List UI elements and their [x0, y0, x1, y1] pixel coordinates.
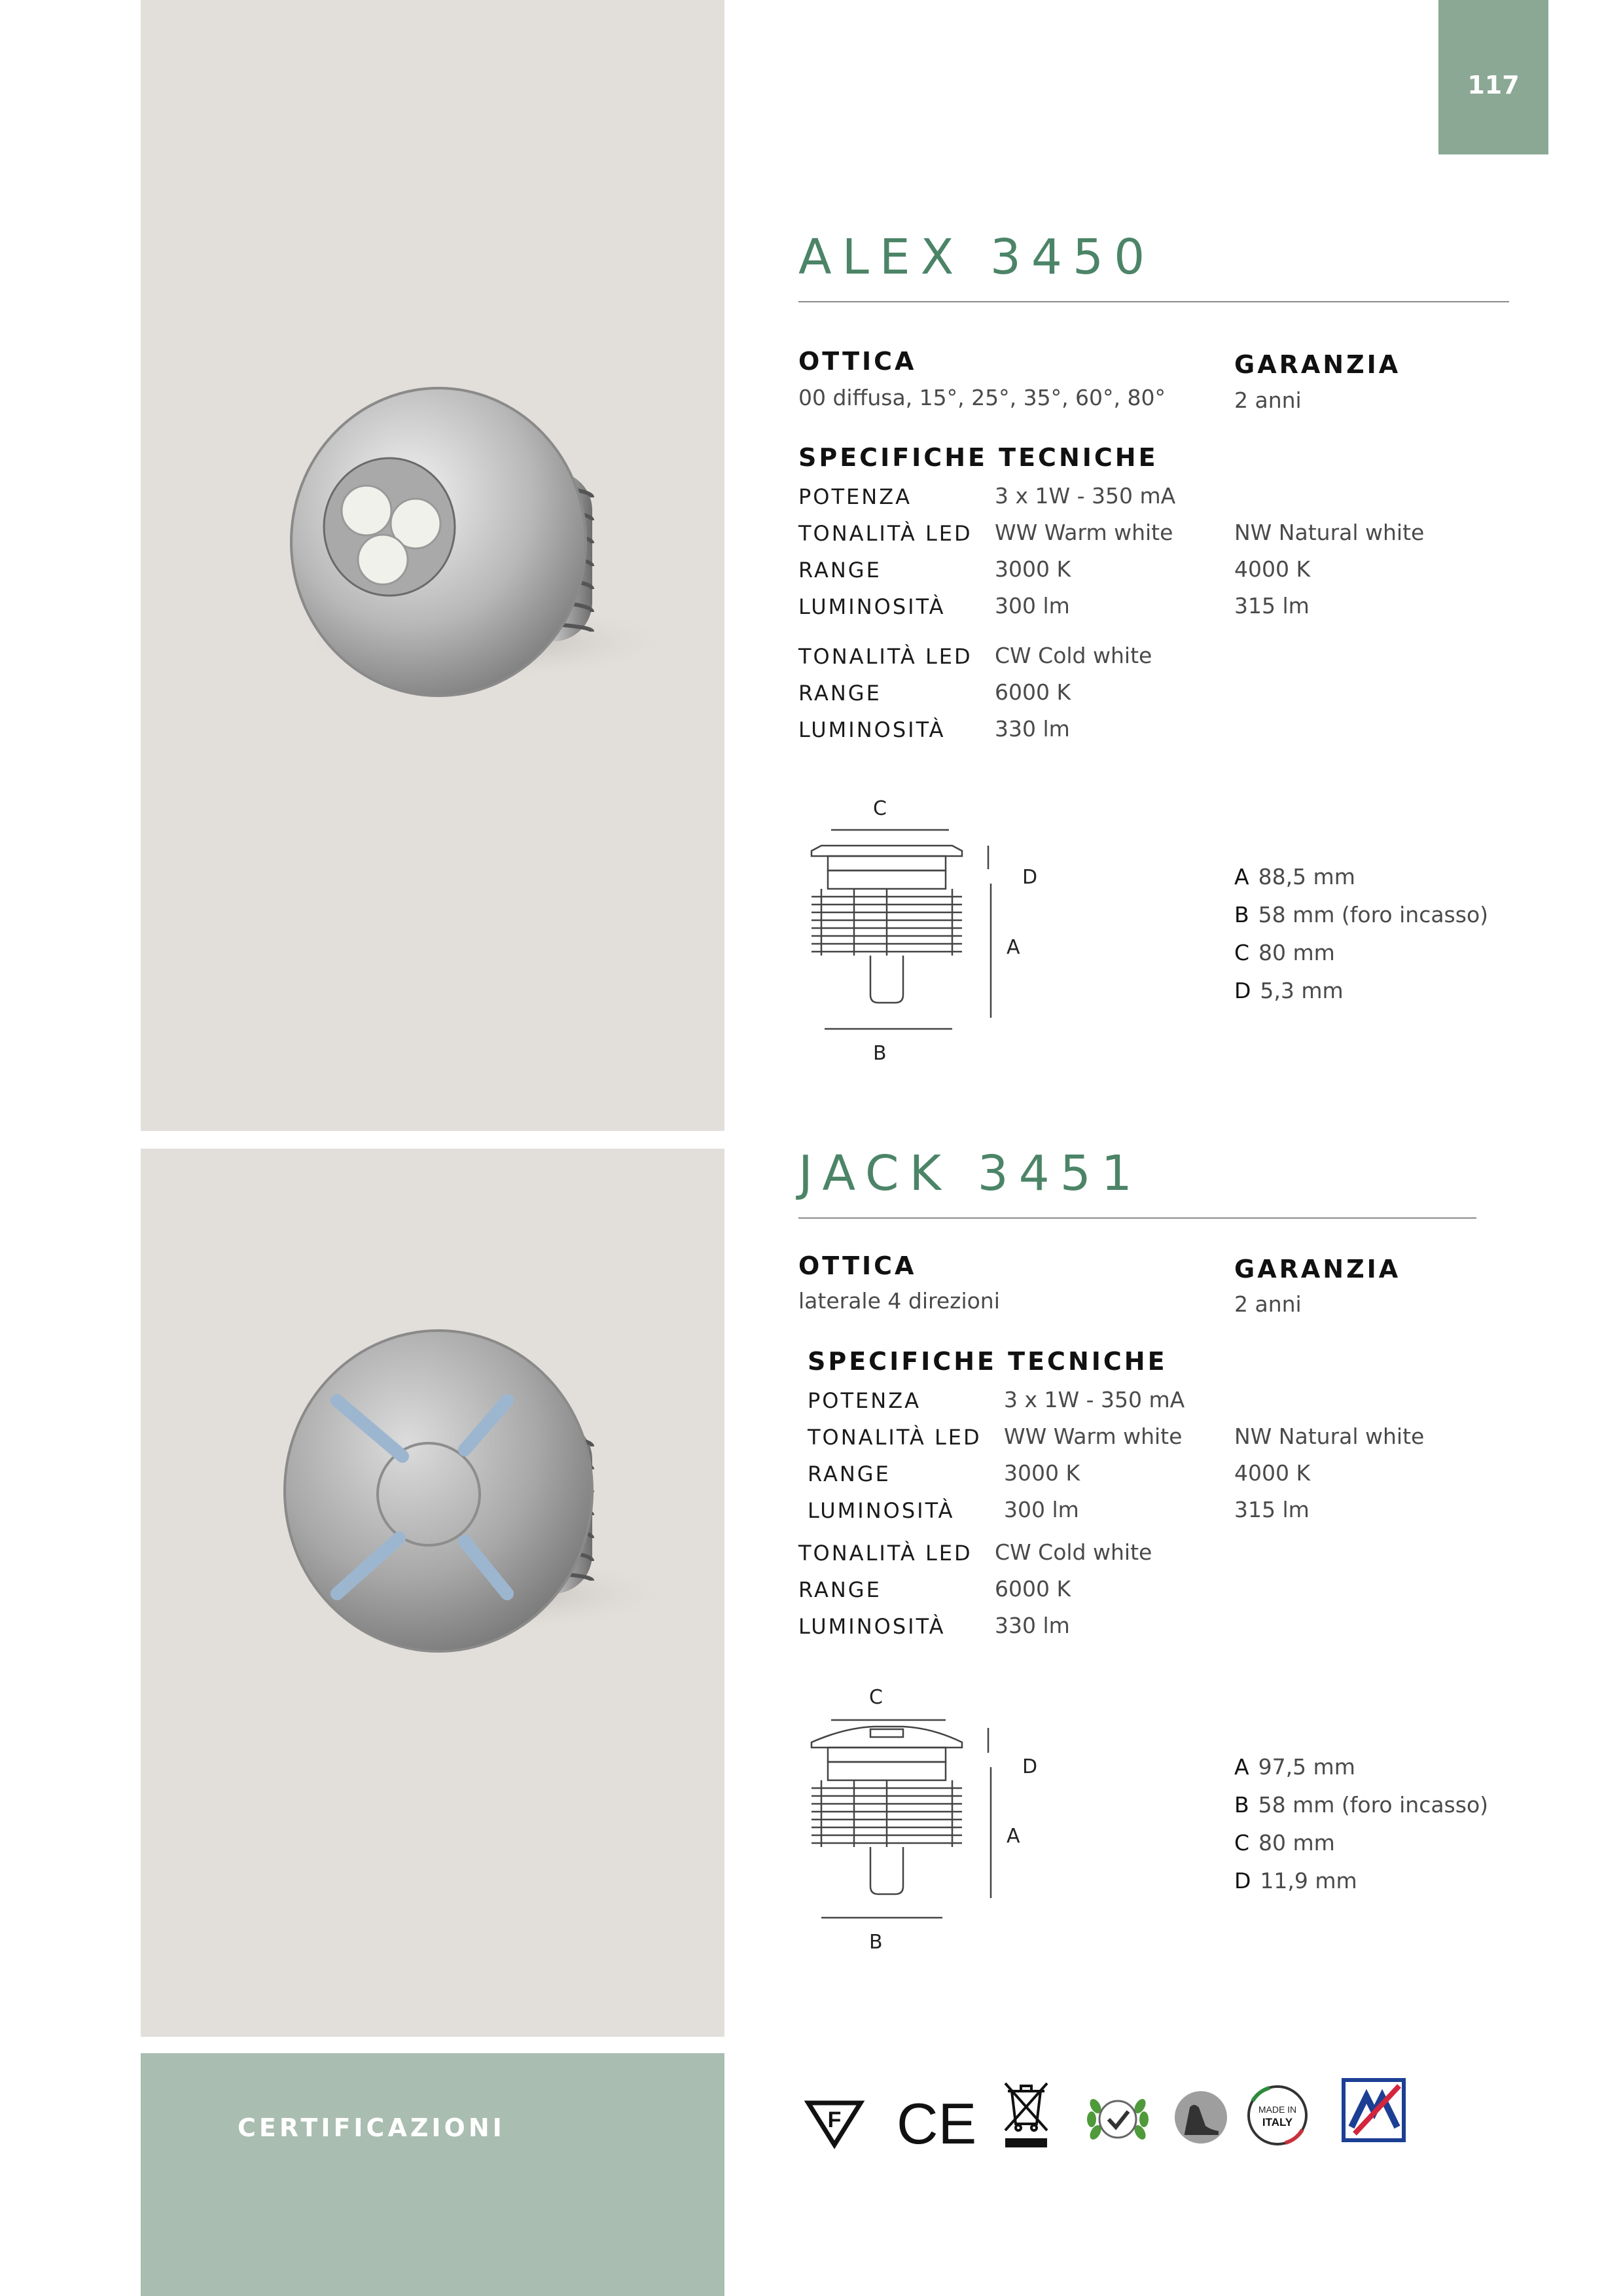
- spec-label: POTENZA: [808, 1388, 921, 1413]
- dimension-row: D 11,9 mm: [1234, 1868, 1357, 1893]
- spec-value-alt: 4000 K: [1234, 556, 1311, 582]
- spec-label: LUMINOSITÀ: [798, 594, 946, 619]
- spec-label: RANGE: [808, 1462, 891, 1486]
- ottica-heading: OTTICA: [798, 347, 917, 376]
- spec-value-alt: 315 lm: [1234, 593, 1310, 619]
- certifications-label: CERTIFICAZIONI: [238, 2113, 505, 2142]
- spec-value: CW Cold white: [995, 643, 1152, 668]
- jack-3451-product-image: [141, 1149, 724, 2037]
- spec-label: LUMINOSITÀ: [798, 1614, 946, 1639]
- ottica-heading: OTTICA: [798, 1251, 917, 1280]
- weee-bin-icon: [1000, 2078, 1052, 2157]
- spec-value: 3000 K: [1004, 1460, 1080, 1486]
- product-photo-panel-jack: [141, 1149, 724, 2037]
- svg-text:F: F: [827, 2108, 842, 2132]
- dimension-row: C 80 mm: [1234, 940, 1335, 965]
- spec-value: 6000 K: [995, 679, 1071, 705]
- spec-label: TONALITÀ LED: [798, 521, 972, 546]
- spec-label: TONALITÀ LED: [798, 644, 972, 669]
- page-number: 117: [1438, 0, 1548, 154]
- axa-logo-icon: [1342, 2078, 1407, 2144]
- diagram-label-d: D: [1022, 1755, 1038, 1778]
- dimension-row: A 97,5 mm: [1234, 1754, 1355, 1780]
- spec-value: 330 lm: [995, 1613, 1070, 1638]
- f-mark-icon: [805, 2098, 864, 2150]
- quality-laurel-icon: [1085, 2087, 1150, 2152]
- title-divider: [798, 1217, 1476, 1219]
- certifications-panel: [141, 2053, 724, 2296]
- spec-label: LUMINOSITÀ: [808, 1498, 955, 1523]
- spec-label: POTENZA: [798, 484, 912, 509]
- alex-dimension-drawing: [805, 825, 1001, 1041]
- spec-heading: SPECIFICHE TECNICHE: [798, 443, 1158, 472]
- spec-value-alt: 4000 K: [1234, 1460, 1311, 1486]
- dimension-row: C 80 mm: [1234, 1830, 1335, 1856]
- spec-value: 300 lm: [1004, 1497, 1079, 1522]
- spec-value: WW Warm white: [995, 520, 1173, 545]
- dimension-row: B 58 mm (foro incasso): [1234, 1792, 1489, 1818]
- product-title: JACK 3451: [798, 1145, 1143, 1202]
- made-in-italy-icon: [1245, 2083, 1310, 2148]
- spec-value: 6000 K: [995, 1576, 1071, 1602]
- spec-value-alt: 315 lm: [1234, 1497, 1310, 1522]
- garanzia-heading: GARANZIA: [1234, 1255, 1401, 1283]
- svg-text:MADE IN: MADE IN: [1258, 2104, 1297, 2115]
- dimension-row: D 5,3 mm: [1234, 978, 1344, 1003]
- diagram-label-a: A: [1007, 1825, 1020, 1848]
- diagram-label-a: A: [1007, 936, 1020, 959]
- diagram-label-b: B: [873, 1042, 887, 1065]
- diagram-label-d: D: [1022, 866, 1038, 889]
- product-title: ALEX 3450: [798, 229, 1156, 285]
- ottica-value: laterale 4 direzioni: [798, 1288, 1000, 1314]
- spec-value: 3000 K: [995, 556, 1071, 582]
- spec-label: TONALITÀ LED: [808, 1425, 982, 1450]
- drive-over-shoe-icon: [1171, 2088, 1230, 2147]
- dimension-row: B 58 mm (foro incasso): [1234, 902, 1489, 927]
- svg-text:ITALY: ITALY: [1262, 2116, 1293, 2128]
- jack-dimension-drawing: [805, 1715, 1001, 1931]
- diagram-label-c: C: [873, 797, 887, 820]
- dimension-row: A 88,5 mm: [1234, 864, 1355, 889]
- diagram-label-b: B: [869, 1931, 883, 1954]
- diagram-label-c: C: [869, 1686, 883, 1709]
- spec-value: 3 x 1W - 350 mA: [1004, 1387, 1185, 1412]
- spec-label: TONALITÀ LED: [798, 1541, 972, 1566]
- spec-value: 3 x 1W - 350 mA: [995, 483, 1176, 509]
- spec-label: LUMINOSITÀ: [798, 717, 946, 742]
- garanzia-value: 2 anni: [1234, 387, 1302, 413]
- alex-3450-product-image: [141, 0, 724, 1131]
- spec-value: 330 lm: [995, 716, 1070, 742]
- spec-value: CW Cold white: [995, 1539, 1152, 1565]
- ottica-value: 00 diffusa, 15°, 25°, 35°, 60°, 80°: [798, 385, 1166, 410]
- spec-heading: SPECIFICHE TECNICHE: [808, 1347, 1168, 1376]
- spec-value: WW Warm white: [1004, 1424, 1183, 1449]
- svg-text:CE: CE: [897, 2091, 977, 2156]
- ce-mark-icon: [897, 2091, 977, 2156]
- spec-label: RANGE: [798, 681, 882, 706]
- garanzia-value: 2 anni: [1234, 1291, 1302, 1317]
- product-photo-panel-alex: [141, 0, 724, 1131]
- title-divider: [798, 301, 1509, 302]
- spec-value-alt: NW Natural white: [1234, 520, 1425, 545]
- spec-label: RANGE: [798, 1577, 882, 1602]
- garanzia-heading: GARANZIA: [1234, 350, 1401, 379]
- spec-value: 300 lm: [995, 593, 1070, 619]
- spec-value-alt: NW Natural white: [1234, 1424, 1425, 1449]
- spec-label: RANGE: [798, 558, 882, 583]
